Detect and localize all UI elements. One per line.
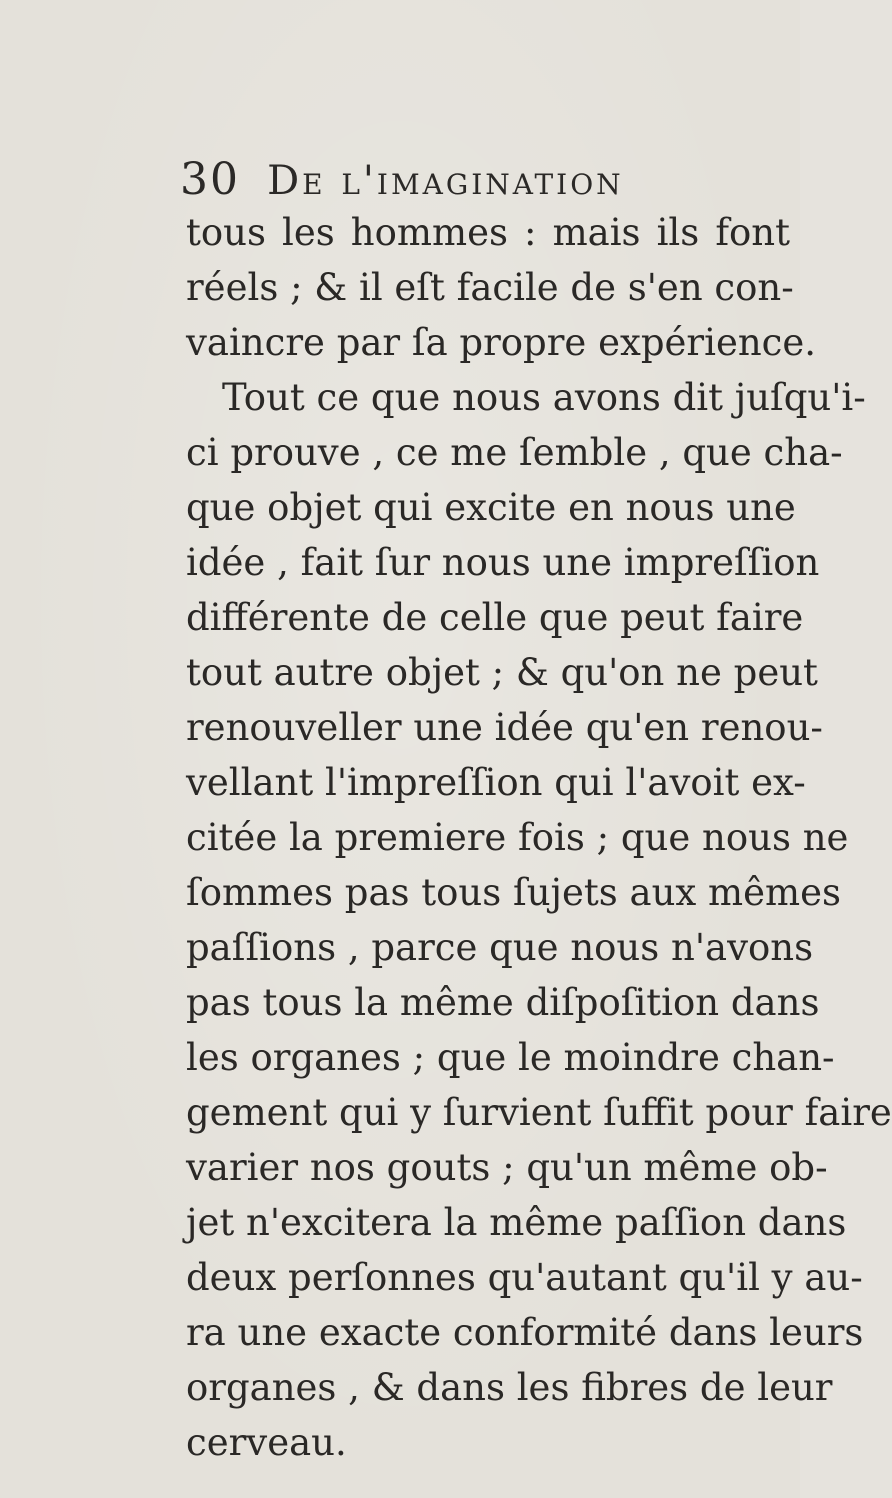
text-line: pas tous la même diſpoſition dans — [186, 981, 820, 1024]
text-line: réels ; & il eſt facile de s'en con- — [186, 266, 794, 309]
text-line: idée , fait ſur nous une impreſſion — [186, 541, 820, 584]
page-number: 30 — [180, 154, 240, 205]
text-line: que objet qui excite en nous une — [186, 486, 796, 529]
body-text — [186, 205, 892, 1470]
text-line: varier nos gouts ; qu'un même ob- — [186, 1146, 828, 1189]
text-line: gement qui y ſurvient ſuffit pour faire — [186, 1091, 892, 1134]
text-line: ci prouve , ce me ſemble , que cha- — [186, 431, 843, 474]
text-line: citée la premiere fois ; que nous ne — [186, 816, 849, 859]
text-line: cerveau. — [186, 1421, 347, 1464]
text-line: les organes ; que le moindre chan- — [186, 1036, 835, 1079]
text-line: tous les hommes : mais ils font — [186, 211, 790, 254]
paragraph-start-line: Tout ce que nous avons dit juſqu'i- — [222, 376, 866, 419]
text-line: renouveller une idée qu'en renou- — [186, 706, 823, 749]
text-line: vaincre par ſa propre expérience. — [186, 321, 817, 364]
text-line: vellant l'impreſſion qui l'avoit ex- — [186, 761, 806, 804]
text-line: organes , & dans les fibres de leur — [186, 1366, 833, 1409]
text-line: jet n'excitera la même paſſion dans — [186, 1201, 847, 1244]
text-line: paſſions , parce que nous n'avons — [186, 926, 814, 969]
text-line: ra une exacte conformité dans leurs — [186, 1311, 864, 1354]
running-title: De l'imagination — [267, 158, 624, 204]
text-line: deux perſonnes qu'autant qu'il y au- — [186, 1256, 863, 1299]
page-header — [180, 150, 740, 210]
text-line: ſommes pas tous ſujets aux mêmes — [186, 871, 841, 914]
text-line: différente de celle que peut faire — [186, 596, 804, 639]
text-line: tout autre objet ; & qu'on ne peut — [186, 651, 818, 694]
